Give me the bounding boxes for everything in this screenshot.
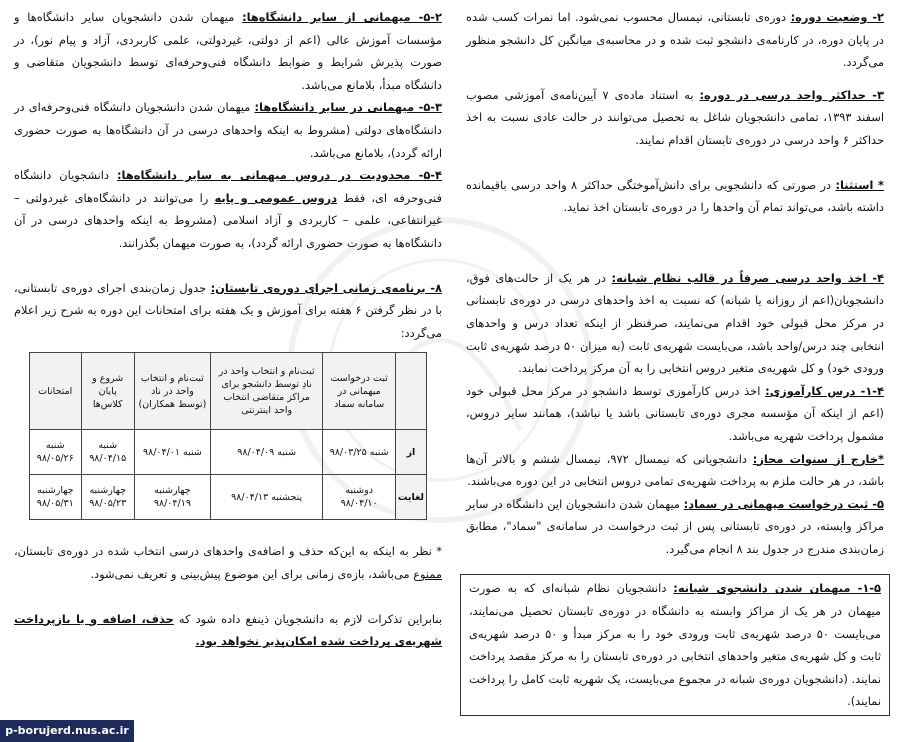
- table-cell: دوشنبه ۹۸/۰۴/۱۰: [323, 475, 395, 520]
- emphasis-general-courses: دروس عمومی و پایه: [214, 190, 338, 205]
- section-text: در هر یک از حالت‌های فوق، دانشجویان(اعم از روزانه یا شبانه) که نسبت به اخذ واحدهای درسی در دوره‌ی تابستانی در مرکز محل قبولی خود اقدام می‌نمایند، صرفنظر از اینکه تعداد درس و واحدهای انتخابی چند درس/واحد باشد، می‌بایست شهریه‌ی ثابت (به میزان ۵۰ درصد شهریه‌ی ثابت ورودی خود) و کل شهریه‌ی متغیر دروس انتخابی را به آن مرکز پرداخت نمایند.: [466, 270, 884, 376]
- table-header-exams: امتحانات: [30, 353, 82, 430]
- section-4-1-internship: [466, 380, 884, 448]
- section-text: میهمان شدن دانشجویان سایر دانشگاه‌ها و مؤسسات آموزش عالی (اعم از دولتی، غیردولتی، علمی کاربردی، آزاد و پیام نور)، در صورت پذیرش شرایط و ضوابط دانشگاه فنی‌وحرفه‌ای توسط دانشجویان متقاضی و دانشگاه مبدأ، بلامانع می‌باشد.: [14, 10, 442, 92]
- section-5-3-guest-in-others: [14, 96, 442, 164]
- section-heading: ۲- وضعیت دوره:: [790, 10, 884, 24]
- table-cell: شنبه ۹۸/۰۵/۲۶: [30, 430, 82, 475]
- section-3-max-units: [466, 84, 884, 152]
- row-label: لغایت: [395, 475, 426, 520]
- schedule-table: [29, 352, 427, 520]
- section-text: میهمان شدن دانشجویان این دانشگاه در سایر مراکز وابسته، در دوره‌ی تابستانی پس از ثبت درخواست در سامانه‌ی "سماد"، مطابق زمان‌بندی مندرج در جدول بند ۸ انجام می‌گیرد.: [466, 496, 884, 556]
- table-cell: پنجشنبه ۹۸/۰۴/۱۳: [210, 475, 323, 520]
- section-heading: ۴- اخذ واحد درسی صرفاً در قالب نظام شبانه:: [611, 270, 884, 285]
- section-text: دانشجویانی که نیمسال ۹۷۲، نیمسال ششم و بالاتر آن‌ها باشد، در هر حالت ملزم به پرداخت شهریه‌ی تمامی دروس انتخابی در این دوره می‌باشند.: [466, 451, 884, 489]
- section-heading: ۳- حداکثر واحد درسی در دوره:: [699, 87, 884, 102]
- section-text: نظر به اینکه به این‌که حذف و اضافه‌ی واحدهای درسی انتخاب شده در دوره‌ی تابستان،: [14, 544, 432, 559]
- left-column: [14, 6, 442, 653]
- section-4-night-system: [466, 267, 884, 380]
- row-label: از: [395, 430, 426, 475]
- section-heading: ۵-۳- میهمانی در سایر دانشگاه‌ها:: [254, 100, 442, 115]
- section-text: به استناد ماده‌ی ۷ آیین‌نامه‌ی آموزشی مصوب اسفند ۱۳۹۳، تمامی دانشجویان شاغل به تحصیل می‌توانند در حالت عادی نسبت به اخذ حداکثر ۶ واحد درسی در دوره‌ی تابستان اقدام نمایند.: [466, 87, 884, 147]
- table-cell: شنبه ۹۸/۰۳/۲۵: [323, 430, 395, 475]
- section-heading: ۸- برنامه‌ی زمانی اجرای دوره‌ی تابستان:: [210, 280, 442, 295]
- no-add-drop-note: [14, 540, 442, 585]
- section-heading: ۵-۲- میهمانی از سایر دانشگاه‌ها:: [242, 10, 442, 24]
- section-heading: ۱-۵- میهمان شدن دانشجوی شبانه:: [673, 581, 881, 596]
- section-heading: * استثنا:: [835, 177, 885, 192]
- emphasis-refund: حذف، اضافه و یا بازپرداخت شهریه‌ی پرداخت شده امکان‌پذیر نخواهد بود.: [14, 611, 442, 649]
- table-cell: چهارشنبه ۹۸/۰۴/۱۹: [134, 475, 210, 520]
- table-cell: چهارشنبه ۹۸/۰۵/۲۳: [81, 475, 134, 520]
- table-header-staff-registration: ثبت‌نام و انتخاب واحد در ناد (توسط همکاران): [134, 353, 210, 430]
- emphasis-forbidden: ممنوع: [413, 566, 442, 581]
- section-text: اخذ درس کارآموزی توسط دانشجو در مرکز محل قبولی خود (اعم از اینکه آن مؤسسه مجری دوره‌ی تابستانی باشد یا نباشد)، همانند سایر دروس، مشمول پرداخت شهریه می‌باشد.: [466, 383, 884, 443]
- section-5-1-night-student-box: [460, 574, 890, 716]
- section-5-2-guest-from-others: [14, 6, 442, 96]
- section-heading: ۵-۴- محدودیت در دروس میهمانی به سایر دانشگاه‌ها:: [117, 168, 442, 183]
- table-cell: شنبه ۹۸/۰۴/۰۹: [210, 430, 323, 475]
- exception-note: [466, 174, 884, 219]
- table-header-row: [30, 353, 427, 430]
- section-text: در صورتی که دانشجویی برای دانش‌آموختگی حداکثر ۸ واحد درسی باقیمانده داشته باشد، می‌تواند تمام آن واحدها را در دوره‌ی تابستان اخذ نماید.: [466, 177, 884, 215]
- section-heading: ۵- ثبت درخواست میهمانی در سماد:: [683, 496, 884, 511]
- out-of-allowed-terms-note: [466, 448, 884, 493]
- section-text: را می‌توانند در دانشگاه‌های غیردولتی – غیرانتفاعی، علمی – کاربردی و آزاد اسلامی (مشروط به اینکه واحدهای درسی در آن دانشگاه‌ها به صورت حضوری ارائه گردد)، به صورت میهمان بگذرانند.: [14, 190, 442, 250]
- section-heading: *خارج از سنوات مجاز:: [752, 451, 884, 466]
- table-row: [30, 475, 427, 520]
- section-text: دانشجویان دانشگاه فنی‌وحرفه ای، فقط: [14, 168, 442, 205]
- section-text: جدول زمان‌بندی اجرای دوره‌ی تابستانی، با در نظر گرفتن ۶ هفته برای آموزش و یک هفته برای امتحانات این دوره به شرح زیر اعلام می‌گردد:: [14, 280, 442, 340]
- note-star: *: [431, 544, 442, 559]
- right-column: [466, 6, 884, 716]
- table-cell: شنبه ۹۸/۰۴/۱۵: [81, 430, 134, 475]
- section-heading: ۱-۴- درس کارآموزی:: [765, 383, 884, 398]
- section-text: بنابراین تذکرات لازم به دانشجویان ذینفع داده شود که: [173, 611, 442, 626]
- table-cell: چهارشنبه ۹۸/۰۵/۳۱: [30, 475, 82, 520]
- section-5-4-course-limits: [14, 164, 442, 254]
- table-row: [30, 430, 427, 475]
- table-cell: شنبه ۹۸/۰۴/۰۱: [134, 430, 210, 475]
- refund-warning: [14, 608, 442, 653]
- section-text: میهمان شدن دانشجویان دانشگاه فنی‌وحرفه‌ای در دانشگاه‌های دولتی (مشروط به اینکه واحدهای درسی در آن دانشگاه‌ها به صورت حضوری ارائه گردد)، بلامانع می‌باشد.: [14, 100, 442, 160]
- table-header-internet-registration: ثبت‌نام و انتخاب واحد در نادِ توسط دانشجو برای مراکز متقاضی انتخاب واحد اینترنتی: [210, 353, 323, 430]
- section-2-status: [466, 6, 884, 74]
- table-header-classes: شروع و پایان کلاس‌ها: [81, 353, 134, 430]
- section-text: می‌باشد، بازه‌ی زمانی برای این موضوع پیش‌بینی و تعریف نمی‌شود.: [90, 566, 414, 581]
- table-corner: [395, 353, 426, 430]
- section-text: دانشجویان نظام شبانه‌ای که به صورت میهمان در هر یک از مراکز وابسته به دانشگاه در دوره‌ی تابستان تحصیل می‌نمایند، می‌بایست ۵۰ درصد شهریه‌ی ثابت ورودی خود را به مرکز مبدأ و ۵۰ درصد شهریه‌ی ثابت و کل شهریه‌ی متغیر واحدهای انتخابی در دوره‌ی تابستان را به مرکز مقصد پرداخت نمایند. (دانشجویان دوره‌ی شبانه در مجموع می‌بایست، یک شهریه ثابت کامل را پرداخت نمایند).: [469, 581, 881, 709]
- section-5-samad-request: [466, 493, 884, 561]
- section-8-schedule: [14, 277, 442, 345]
- section-text: دوره‌ی تابستانی، نیمسال محسوب نمی‌شود. اما نمرات کسب شده در پایان دوره، در کارنامه‌ی دانشجو ثبت شده و در محاسبه‌ی میانگین کل دانشجو منظور می‌گردد.: [466, 10, 884, 70]
- table-header-samad: ثبت درخواست میهمانی در سامانه سماد: [323, 353, 395, 430]
- site-url-badge[interactable]: p-borujerd.nus.ac.ir: [0, 720, 134, 742]
